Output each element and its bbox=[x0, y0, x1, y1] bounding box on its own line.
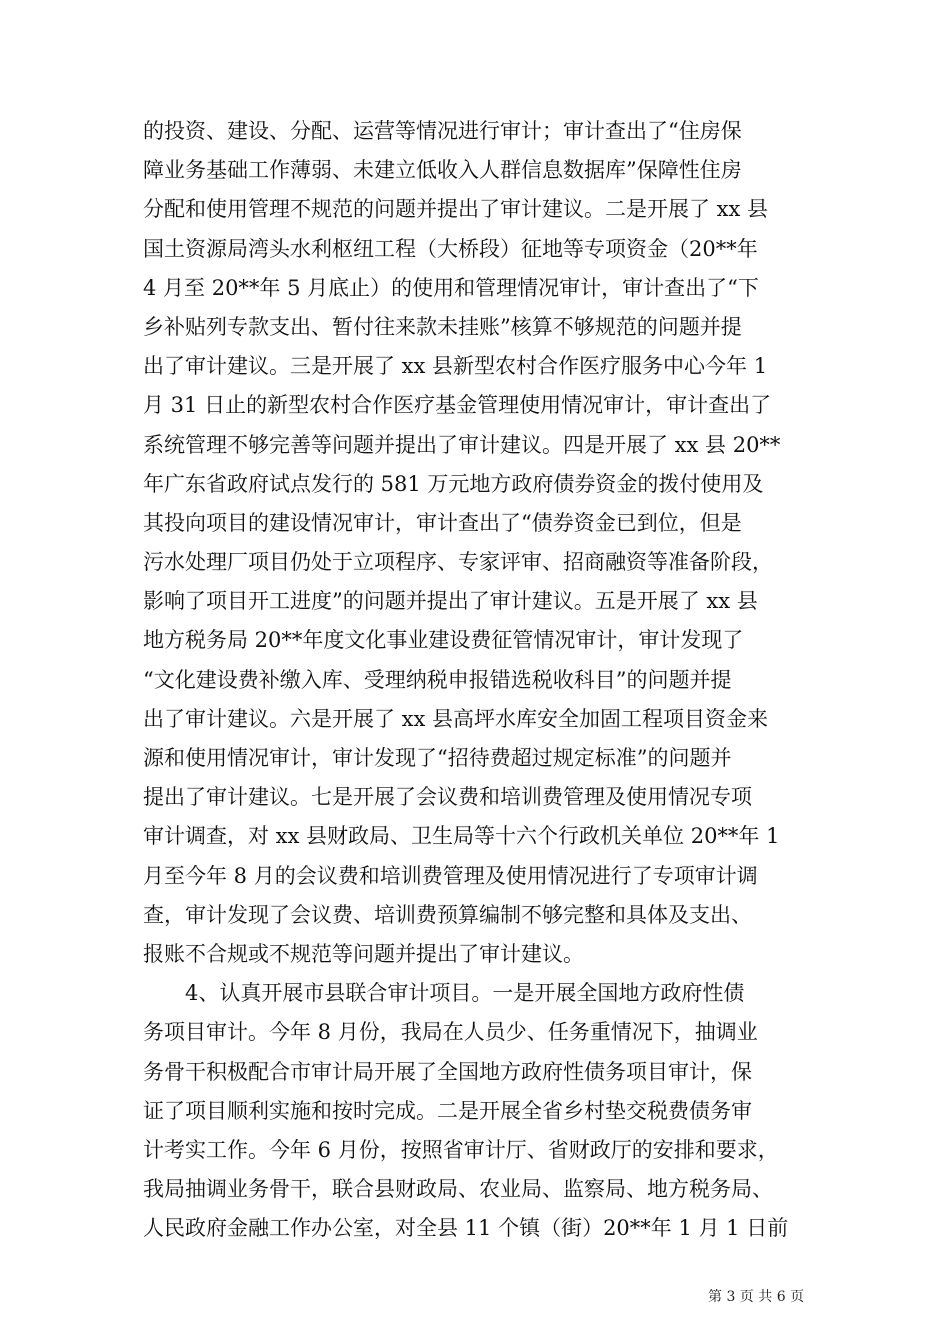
text-line: 乡补贴列专款支出、暂付往来款未挂账”核算不够规范的问题并提 bbox=[143, 314, 742, 339]
text-line: 的投资、建设、分配、运营等情况进行审计；审计查出了“住房保 bbox=[143, 119, 742, 143]
text-line: 污水处理厂项目仍处于立项程序、专家评审、招商融资等准备阶段， bbox=[143, 550, 773, 575]
text-line: 分配和使用管理不规范的问题并提出了审计建议。二是开展了 xx 县 bbox=[143, 197, 769, 222]
text-line: 我局抽调业务骨干，联合县财政局、农业局、监察局、地方税务局、 bbox=[143, 1177, 773, 1202]
text-line: 系统管理不够完善等问题并提出了审计建议。四是开展了 xx 县 20** bbox=[143, 432, 781, 457]
text-line: 影响了项目开工进度”的问题并提出了审计建议。五是开展了 xx 县 bbox=[143, 589, 758, 614]
text-line: 计考实工作。今年 6 月份，按照省审计厅、省财政厅的安排和要求， bbox=[143, 1137, 779, 1162]
text-line: 国土资源局湾头水利枢纽工程（大桥段）征地等专项资金（20**年 bbox=[143, 236, 758, 261]
text-line: 地方税务局 20**年度文化事业建设费征管情况审计，审计发现了 bbox=[143, 628, 744, 653]
text-line: 源和使用情况审计，审计发现了“招待费超过规定标准”的问题并 bbox=[143, 746, 732, 770]
text-line: 证了项目顺利实施和按时完成。二是开展全省乡村垫交税费债务审 bbox=[143, 1098, 752, 1123]
text-line: 报账不合规或不规范等问题并提出了审计建议。 bbox=[143, 941, 584, 966]
text-line: 查，审计发现了会议费、培训费预算编制不够完整和具体及支出、 bbox=[143, 902, 752, 927]
text-line: 提出了审计建议。七是开展了会议费和培训费管理及使用情况专项 bbox=[143, 785, 752, 810]
text-line: 4 月至 20**年 5 月底止）的使用和管理情况审计，审计查出了“下 bbox=[143, 275, 759, 300]
body-text bbox=[143, 112, 813, 1248]
text-line: 务骨干积极配合市审计局开展了全国地方政府性债务项目审计，保 bbox=[143, 1059, 752, 1084]
text-line: 障业务基础工作薄弱、未建立低收入人群信息数据库”保障性住房 bbox=[143, 158, 742, 183]
text-line: 4、认真开展市县联合审计项目。一是开展全国地方政府性债 bbox=[143, 981, 745, 1006]
page-number-footer: 第 3 页 共 6 页 bbox=[708, 1289, 805, 1305]
text-line: 人民政府金融工作办公室，对全县 11 个镇（街）20**年 1 月 1 日前 bbox=[143, 1216, 789, 1241]
text-line: 出了审计建议。六是开展了 xx 县高坪水库安全加固工程项目资金来 bbox=[143, 706, 769, 731]
text-line: 务项目审计。今年 8 月份，我局在人员少、任务重情况下，抽调业 bbox=[143, 1020, 758, 1045]
text-line: 年广东省政府试点发行的 581 万元地方政府债券资金的拨付使用及 bbox=[143, 471, 764, 496]
text-line: “文化建设费补缴入库、受理纳税申报错选税收科目”的问题并提 bbox=[143, 667, 732, 692]
text-line: 月至今年 8 月的会议费和培训费管理及使用情况进行了专项审计调 bbox=[143, 863, 758, 888]
text-line: 出了审计建议。三是开展了 xx 县新型农村合作医疗服务中心今年 1 bbox=[143, 354, 768, 379]
text-line: 月 31 日止的新型农村合作医疗基金管理使用情况审计，审计查出了 bbox=[143, 393, 772, 418]
text-line: 审计调查，对 xx 县财政局、卫生局等十六个行政机关单位 20**年 1 bbox=[143, 824, 780, 849]
text-line: 其投向项目的建设情况审计，审计查出了“债券资金已到位，但是 bbox=[143, 510, 742, 535]
